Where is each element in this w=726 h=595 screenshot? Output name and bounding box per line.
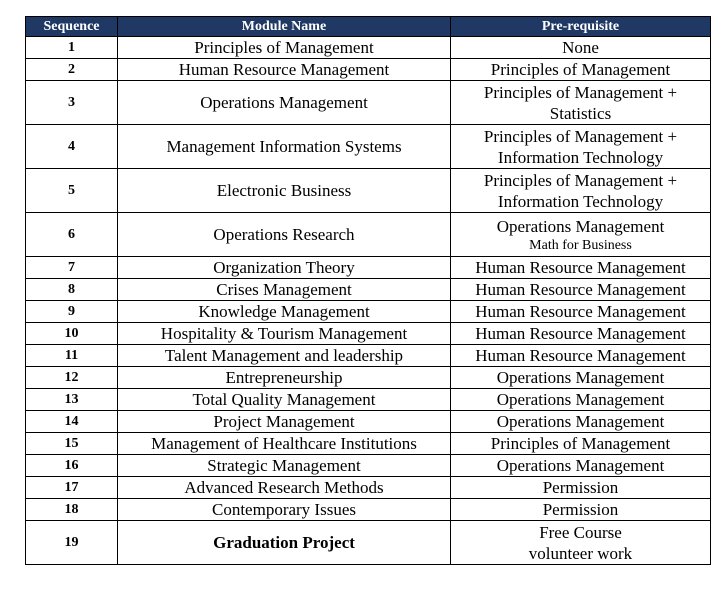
sequence-cell: 10 (26, 323, 118, 345)
sequence-cell: 5 (26, 169, 118, 213)
prerequisite-cell (451, 169, 711, 213)
sequence-cell: 12 (26, 367, 118, 389)
module-name-cell: Organization Theory (118, 257, 451, 279)
sequence-cell: 9 (26, 301, 118, 323)
module-name-cell: Management Information Systems (118, 125, 451, 169)
header-row (26, 17, 711, 37)
table-row (26, 345, 711, 367)
prerequisite-line: Operations Management (496, 216, 665, 236)
sequence-cell: 16 (26, 455, 118, 477)
table-row (26, 213, 711, 257)
prerequisite-cell (451, 257, 711, 279)
module-name-cell: Advanced Research Methods (118, 477, 451, 499)
module-name-cell: Operations Management (118, 81, 451, 125)
sequence-cell: 4 (26, 125, 118, 169)
table-row (26, 455, 711, 477)
sequence-cell: 2 (26, 59, 118, 81)
module-name-cell: Project Management (118, 411, 451, 433)
sequence-cell: 17 (26, 477, 118, 499)
prerequisite-cell (451, 521, 711, 565)
module-name-cell: Principles of Management (118, 37, 451, 59)
table-row (26, 301, 711, 323)
prerequisite-line: None (562, 38, 599, 57)
prerequisite-line: volunteer work (528, 543, 633, 563)
table-row (26, 257, 711, 279)
table-body (26, 37, 711, 565)
prerequisite-line: Operations Management (496, 368, 665, 387)
table-row (26, 169, 711, 213)
prerequisite-cell (451, 81, 711, 125)
prerequisite-line: Permission (542, 500, 619, 519)
prerequisite-cell (451, 37, 711, 59)
module-name-cell: Crises Management (118, 279, 451, 301)
prerequisite-cell (451, 433, 711, 455)
module-name-cell: Management of Healthcare Institutions (118, 433, 451, 455)
prerequisite-cell (451, 455, 711, 477)
header-module-name: Module Name (118, 17, 451, 37)
prerequisite-line: Operations Management (496, 412, 665, 431)
module-name-cell: Entrepreneurship (118, 367, 451, 389)
prerequisite-line: Human Resource Management (475, 258, 686, 277)
sequence-cell: 19 (26, 521, 118, 565)
module-name-cell: Strategic Management (118, 455, 451, 477)
module-name-cell: Total Quality Management (118, 389, 451, 411)
prerequisite-cell (451, 301, 711, 323)
sequence-cell: 18 (26, 499, 118, 521)
module-name-cell: Operations Research (118, 213, 451, 257)
prerequisite-cell (451, 367, 711, 389)
table-row (26, 389, 711, 411)
module-name-cell: Knowledge Management (118, 301, 451, 323)
table-row (26, 279, 711, 301)
prerequisite-cell (451, 125, 711, 169)
prerequisite-cell (451, 411, 711, 433)
prerequisite-cell (451, 59, 711, 81)
module-name-cell: Talent Management and leadership (118, 345, 451, 367)
prerequisite-line: Permission (542, 478, 619, 497)
table-row (26, 367, 711, 389)
prerequisite-cell (451, 279, 711, 301)
prerequisite-line: Operations Management (496, 390, 665, 409)
module-name-cell: Hospitality & Tourism Management (118, 323, 451, 345)
module-table (25, 16, 711, 565)
table-row (26, 59, 711, 81)
prerequisite-line: Principles of Management (490, 434, 671, 453)
table-row (26, 499, 711, 521)
table-row (26, 477, 711, 499)
table-row (26, 521, 711, 565)
prerequisite-line: Human Resource Management (475, 280, 686, 299)
table-row (26, 125, 711, 169)
prerequisite-cell (451, 499, 711, 521)
module-name-cell: Human Resource Management (118, 59, 451, 81)
sequence-cell: 6 (26, 213, 118, 257)
prerequisite-line: Human Resource Management (475, 324, 686, 343)
table-row (26, 37, 711, 59)
table-row (26, 433, 711, 455)
prerequisite-line: Human Resource Management (475, 302, 686, 321)
sequence-cell: 8 (26, 279, 118, 301)
prerequisite-line: Operations Management (496, 456, 665, 475)
sequence-cell: 15 (26, 433, 118, 455)
prerequisite-line: Principles of Management + (483, 170, 678, 190)
prerequisite-line: Information Technology (497, 147, 664, 167)
prerequisite-cell (451, 477, 711, 499)
prerequisite-cell (451, 213, 711, 257)
prerequisite-line: Math for Business (529, 237, 632, 253)
prerequisite-line: Statistics (549, 103, 612, 123)
sequence-cell: 13 (26, 389, 118, 411)
prerequisite-cell (451, 323, 711, 345)
prerequisite-line: Principles of Management (490, 60, 671, 79)
prerequisite-line: Free Course (539, 522, 622, 542)
sequence-cell: 3 (26, 81, 118, 125)
table-row (26, 81, 711, 125)
prerequisite-cell (451, 389, 711, 411)
sequence-cell: 11 (26, 345, 118, 367)
header-prerequisite: Pre-requisite (451, 17, 711, 37)
module-name-cell: Contemporary Issues (118, 499, 451, 521)
table-row (26, 323, 711, 345)
sequence-cell: 1 (26, 37, 118, 59)
prerequisite-cell (451, 345, 711, 367)
prerequisite-line: Human Resource Management (475, 346, 686, 365)
prerequisite-line: Principles of Management + (483, 126, 678, 146)
module-name-cell: Electronic Business (118, 169, 451, 213)
table-row (26, 411, 711, 433)
sequence-cell: 14 (26, 411, 118, 433)
module-name-cell: Graduation Project (118, 521, 451, 565)
prerequisite-line: Information Technology (497, 191, 664, 211)
prerequisite-line: Principles of Management + (483, 82, 678, 102)
header-sequence: Sequence (26, 17, 118, 37)
sequence-cell: 7 (26, 257, 118, 279)
